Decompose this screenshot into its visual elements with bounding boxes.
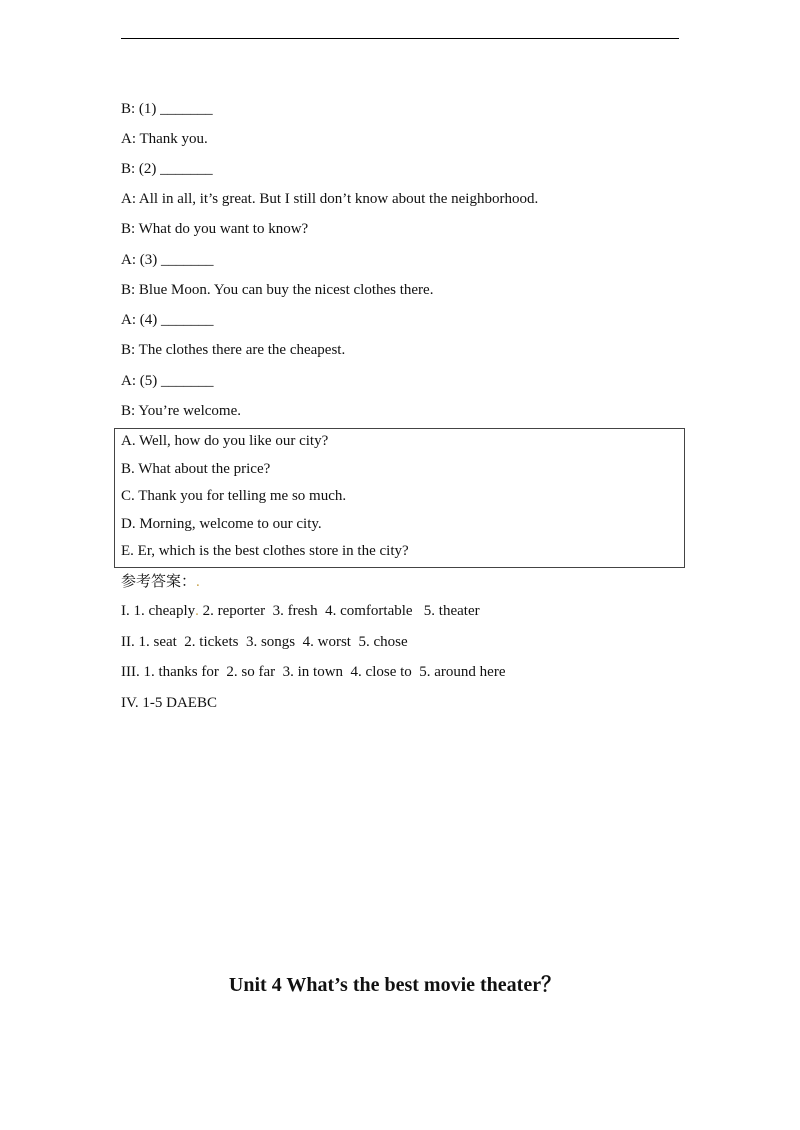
option-a: A. Well, how do you like our city? <box>121 433 329 449</box>
dialogue-line-a3: A: (3) _______ <box>121 252 214 268</box>
header-rule <box>121 38 679 39</box>
option-e: E. Er, which is the best clothes store in the city? <box>121 543 409 559</box>
answer-section-1-start: I. 1. cheaply <box>121 603 196 619</box>
dialogue-line-a1: A: Thank you. <box>121 131 208 147</box>
dialogue-line-b3: B: What do you want to know? <box>121 221 309 237</box>
dialogue-line-b2: B: (2) _______ <box>121 161 213 177</box>
dialogue-line-b4: B: Blue Moon. You can buy the nicest clothes there. <box>121 282 434 298</box>
answers-heading-label: 参考答案： <box>121 572 197 590</box>
answers-heading <box>121 572 200 591</box>
answer-section-2: II. 1. seat 2. tickets 3. songs 4. worst 5. chose <box>121 634 408 650</box>
dialogue-line-a4: A: (4) _______ <box>121 312 214 328</box>
answer-section-1 <box>121 602 480 620</box>
options-box <box>114 428 685 568</box>
dialogue-line-a5: A: (5) _______ <box>121 373 214 389</box>
unit-title: Unit 4 What’s the best movie theater？ <box>228 974 562 996</box>
answer-section-3: III. 1. thanks for 2. so far 3. in town 4. close to 5. around here <box>121 664 506 680</box>
answer-section-4: IV. 1-5 DAEBC <box>121 695 217 711</box>
dialogue-line-b6: B: You’re welcome. <box>121 403 241 419</box>
answers-heading-mark: . <box>196 574 200 590</box>
answer-section-1-rest: 2. reporter 3. fresh 4. comfortable 5. theater <box>202 603 480 619</box>
dialogue-line-a2: A: All in all, it’s great. But I still don’t know about the neighborhood. <box>121 191 539 207</box>
dialogue-line-b1: B: (1) _______ <box>121 101 213 117</box>
answer-section-1-mark: . <box>195 603 199 619</box>
option-d: D. Morning, welcome to our city. <box>121 516 322 532</box>
dialogue-line-b5: B: The clothes there are the cheapest. <box>121 342 346 358</box>
option-b: B. What about the price? <box>121 461 271 477</box>
option-c: C. Thank you for telling me so much. <box>121 488 347 504</box>
